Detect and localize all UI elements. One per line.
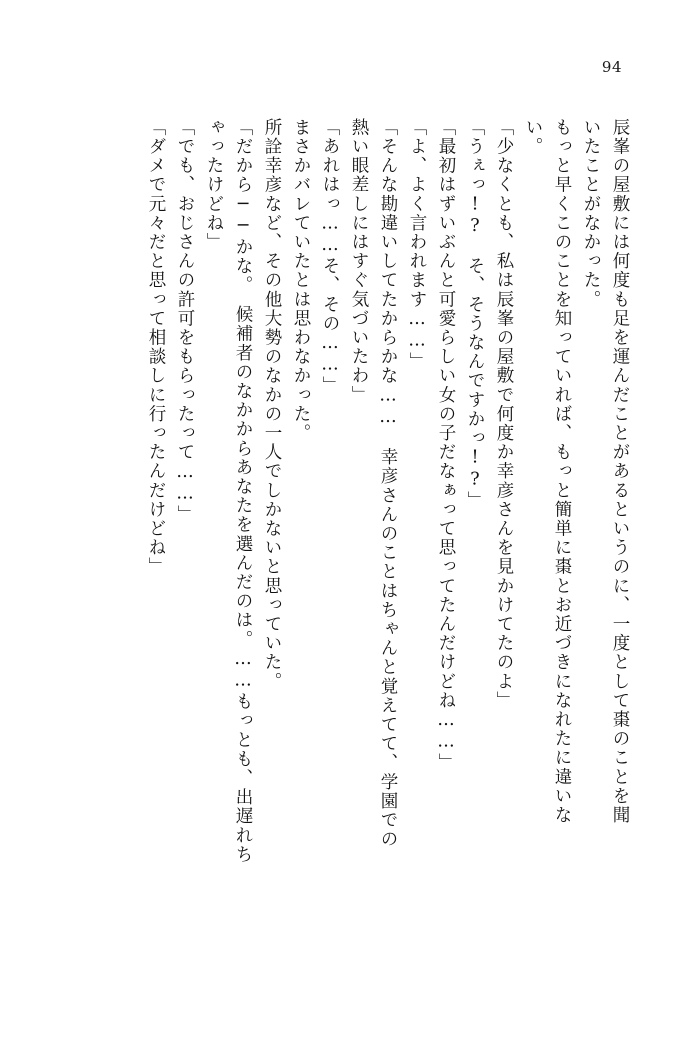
vertical-text-body <box>60 118 628 978</box>
text-line: 「でも、おじさんの許可をもらったって……」 <box>175 118 195 525</box>
text-line: い。 <box>523 118 543 157</box>
text-line: 「少なくとも、私は辰峯の屋敷で何度か幸彦さんを見かけてたのよ」 <box>494 118 514 711</box>
text-line: 「最初はずいぶんと可愛らしい女の子だなぁって思ってたんだけどね……」 <box>436 118 456 773</box>
text-line: 「そんな勘違いしてたからかな…… 幸彦さんのことはちゃんと覚えてて、学園での <box>378 118 398 849</box>
text-line: 「あれはっ……そ、その……」 <box>320 118 340 396</box>
text-line: 「ダメで元々だと思って相談しに行ったんだけどね」 <box>146 118 166 577</box>
text-line: 「だから──かな。 候補者のなかからあなたを選んだのは。……もっとも、出遅れち <box>233 118 253 865</box>
text-line: 熱い眼差しにはすぐ気づいたわ」 <box>349 118 369 405</box>
text-line: 「よ、よく言われます……」 <box>407 118 427 372</box>
text-line: いたことがなかった。 <box>581 118 601 309</box>
text-line: 「うぇっ!? そ、そうなんですかっ!?」 <box>465 118 485 510</box>
page-number: 94 <box>601 58 622 76</box>
text-line: まさかバレていたとは思わなかった。 <box>291 118 311 443</box>
text-line: もっと早くこのことを知っていれば、もっと簡単に棗とお近づきになれたに違いな <box>552 118 572 825</box>
text-line: 所詮幸彦など、その他大勢のなかの一人でしかないと思っていた。 <box>262 118 282 691</box>
text-line: 辰峯の屋敷には何度も足を運んだことがあるというのに、一度として棗のことを聞 <box>610 118 630 825</box>
text-line: ゃったけどね」 <box>204 118 224 252</box>
